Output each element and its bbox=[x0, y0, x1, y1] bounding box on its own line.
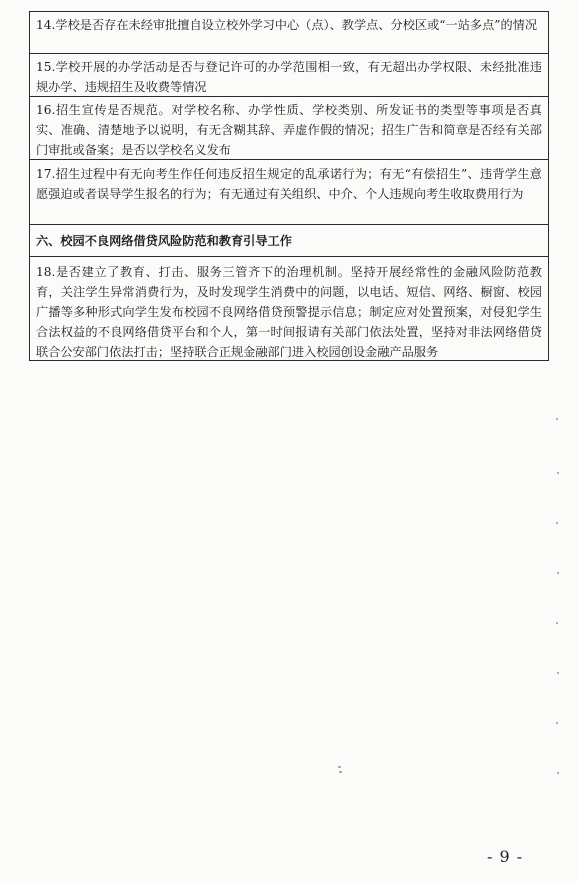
row-text: 17.招生过程中有无向考生作任何违反招生规定的乱承诺行为；有无“有偿招生”、违背学生意愿强迫或者误导学生报名的行为；有无通过有关组织、中介、个人违规向考生收取费用行为 bbox=[36, 167, 542, 201]
scan-speck bbox=[339, 771, 342, 773]
row-text: 14.学校是否存在未经审批擅自设立校外学习中心（点）、教学点、分校区或“一站多点”的情况 bbox=[36, 18, 538, 32]
row-text: 15.学校开展的办学活动是否与登记许可的办学范围相一致，有无超出办学权限、未经批准违规办学、违规招生及收费等情况 bbox=[36, 60, 542, 94]
table-row bbox=[30, 53, 548, 96]
table-row bbox=[30, 256, 548, 360]
row-text: 18.是否建立了教育、打击、服务三管齐下的治理机制。坚持开展经常性的金融风险防范教育，关注学生异常消费行为，及时发现学生消费中的问题，以电话、短信、网络、橱窗、校园广播等多种形式向学生发布校园不良网络借贷预警提示信息；制定应对处置预案，对侵犯学生合法权益的不良网络借贷平台和个人，第一时间报请有关部门依法处置，坚持对非法网络借贷联合公安部门依法打击；坚持联合正规金融部门进入校园创设金融产品服务 bbox=[36, 265, 542, 359]
scan-speck bbox=[556, 622, 558, 624]
row-text: 16.招生宣传是否规范。对学校名称、办学性质、学校类别、所发证书的类型等事项是否真实、准确、清楚地予以说明，有无含糊其辞、弄虚作假的情况；招生广告和简章是否经有关部门审批或备案；是否以学校名义发布 bbox=[36, 103, 542, 157]
section-heading: 六、校园不良网络借贷风险防范和教育引导工作 bbox=[36, 234, 292, 248]
page-number: - 9 - bbox=[487, 847, 524, 866]
scan-speck bbox=[556, 522, 558, 524]
scan-speck bbox=[338, 766, 341, 768]
scan-speck bbox=[557, 772, 559, 774]
scan-speck bbox=[557, 672, 559, 674]
section-heading-row bbox=[30, 224, 548, 256]
checklist-table bbox=[29, 11, 549, 361]
table-row bbox=[30, 96, 548, 159]
table-row bbox=[30, 159, 548, 224]
scan-speck bbox=[557, 572, 559, 574]
scan-speck bbox=[556, 418, 558, 420]
scan-speck bbox=[556, 722, 558, 724]
scan-speck bbox=[557, 472, 559, 474]
table-row bbox=[30, 11, 548, 53]
